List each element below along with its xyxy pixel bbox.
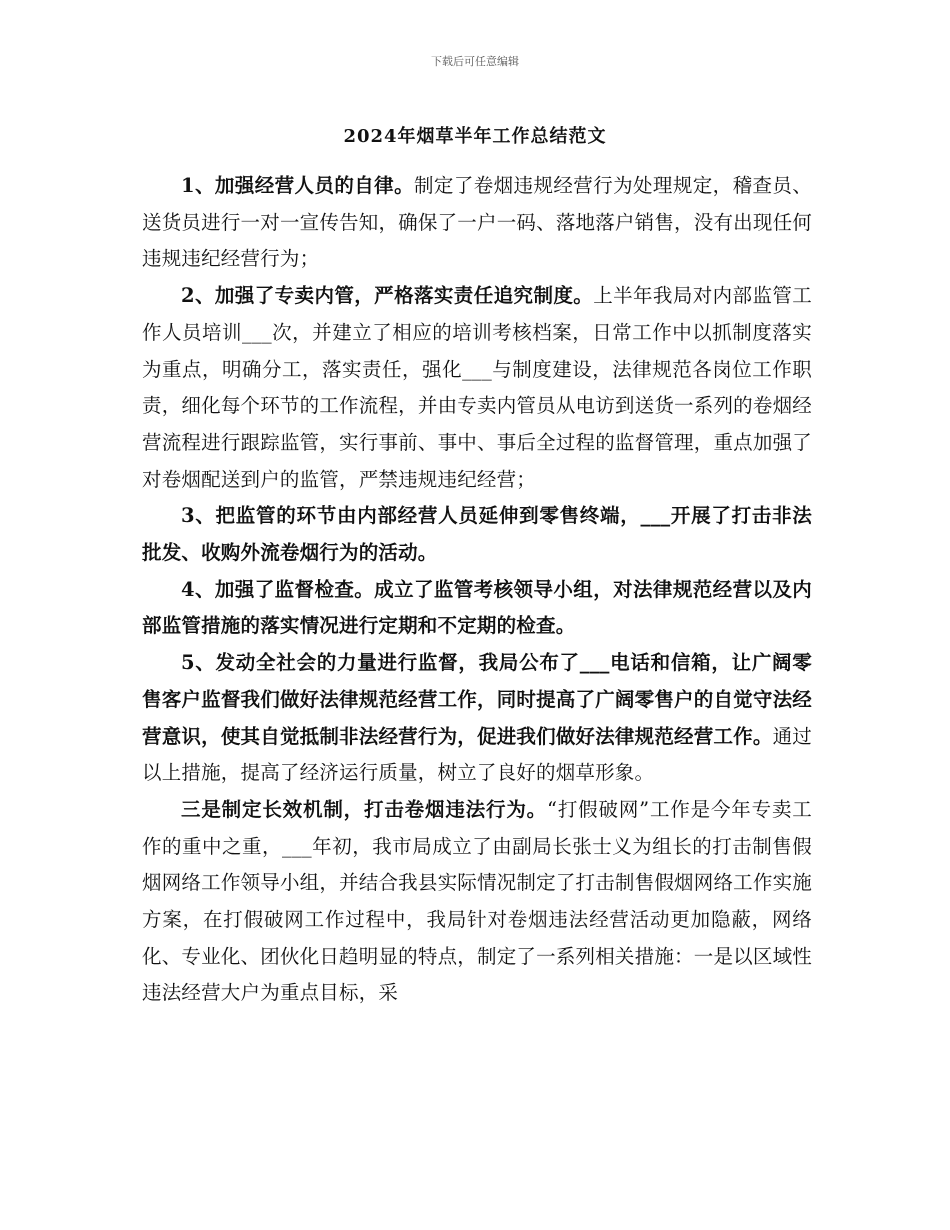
paragraph-text: “打假破网”工作是今年专卖工作的重中之重，___年初，我市局成立了由副局长张士义为组长的打击制售假烟网络工作领导小组，并结合我县实际情况制定了打击制售假烟网络工作实施方案，在打假破网工作过程中，我局针对卷烟违法经营活动更加隐蔽，网络化、专业化、团伙化日趋明显的特点，制定了一系列相关措施：一是以区域性违法经营大户为重点目标，采 [142,797,812,1005]
paragraph-6 [142,792,812,1012]
paragraph-text: 制定了卷烟违规经营行为处理规定，稽查员、送货员进行一对一宣传告知，确保了一户一码、落地落户销售，没有出现任何违规违纪经营行为； [142,174,812,271]
paragraph-5 [142,645,812,792]
paragraph-2 [142,278,812,498]
document-body [142,168,812,1012]
paragraph-heading: 5、发动全社会的力量进行监督，我局公布了___电话和信箱，让广阔零售客户监督我们做好法律规范经营工作，同时提高了广阔零售户的自觉守法经营意识，使其自觉抵制非法经营行为，促进我们做好法律规范经营工作。 [142,651,812,748]
paragraph-heading: 4、加强了监督检查。成立了监管考核领导小组，对法律规范经营以及内部监管措施的落实情况进行定期和不定期的检查。 [142,577,812,638]
paragraph-heading: 3、把监管的环节由内部经营人员延伸到零售终端，___开展了打击非法批发、收购外流卷烟行为的活动。 [142,504,812,565]
paragraph-text: 上半年我局对内部监管工作人员培训___次，并建立了相应的培训考核档案，日常工作中以抓制度落实为重点，明确分工，落实责任，强化___与制度建设，法律规范各岗位工作职责，细化每个环节的工作流程，并由专卖内管员从电访到送货一系列的卷烟经营流程进行跟踪监管，实行事前、事中、事后全过程的监督管理，重点加强了对卷烟配送到户的监管，严禁违规违纪经营； [142,284,812,491]
paragraph-4 [142,572,812,645]
paragraph-heading: 三是制定长效机制，打击卷烟违法行为。 [181,797,548,821]
paragraph-1 [142,168,812,278]
header-note: 下载后可任意编辑 [431,55,519,68]
paragraph-heading: 1、加强经营人员的自律。 [181,174,414,197]
paragraph-3 [142,498,812,571]
document-title: 2024年烟草半年工作总结范文 [343,126,607,147]
paragraph-heading: 2、加强了专卖内管，严格落实责任追究制度。 [181,284,594,308]
paragraph-text: 通过以上措施，提高了经济运行质量，树立了良好的烟草形象。 [142,724,812,785]
